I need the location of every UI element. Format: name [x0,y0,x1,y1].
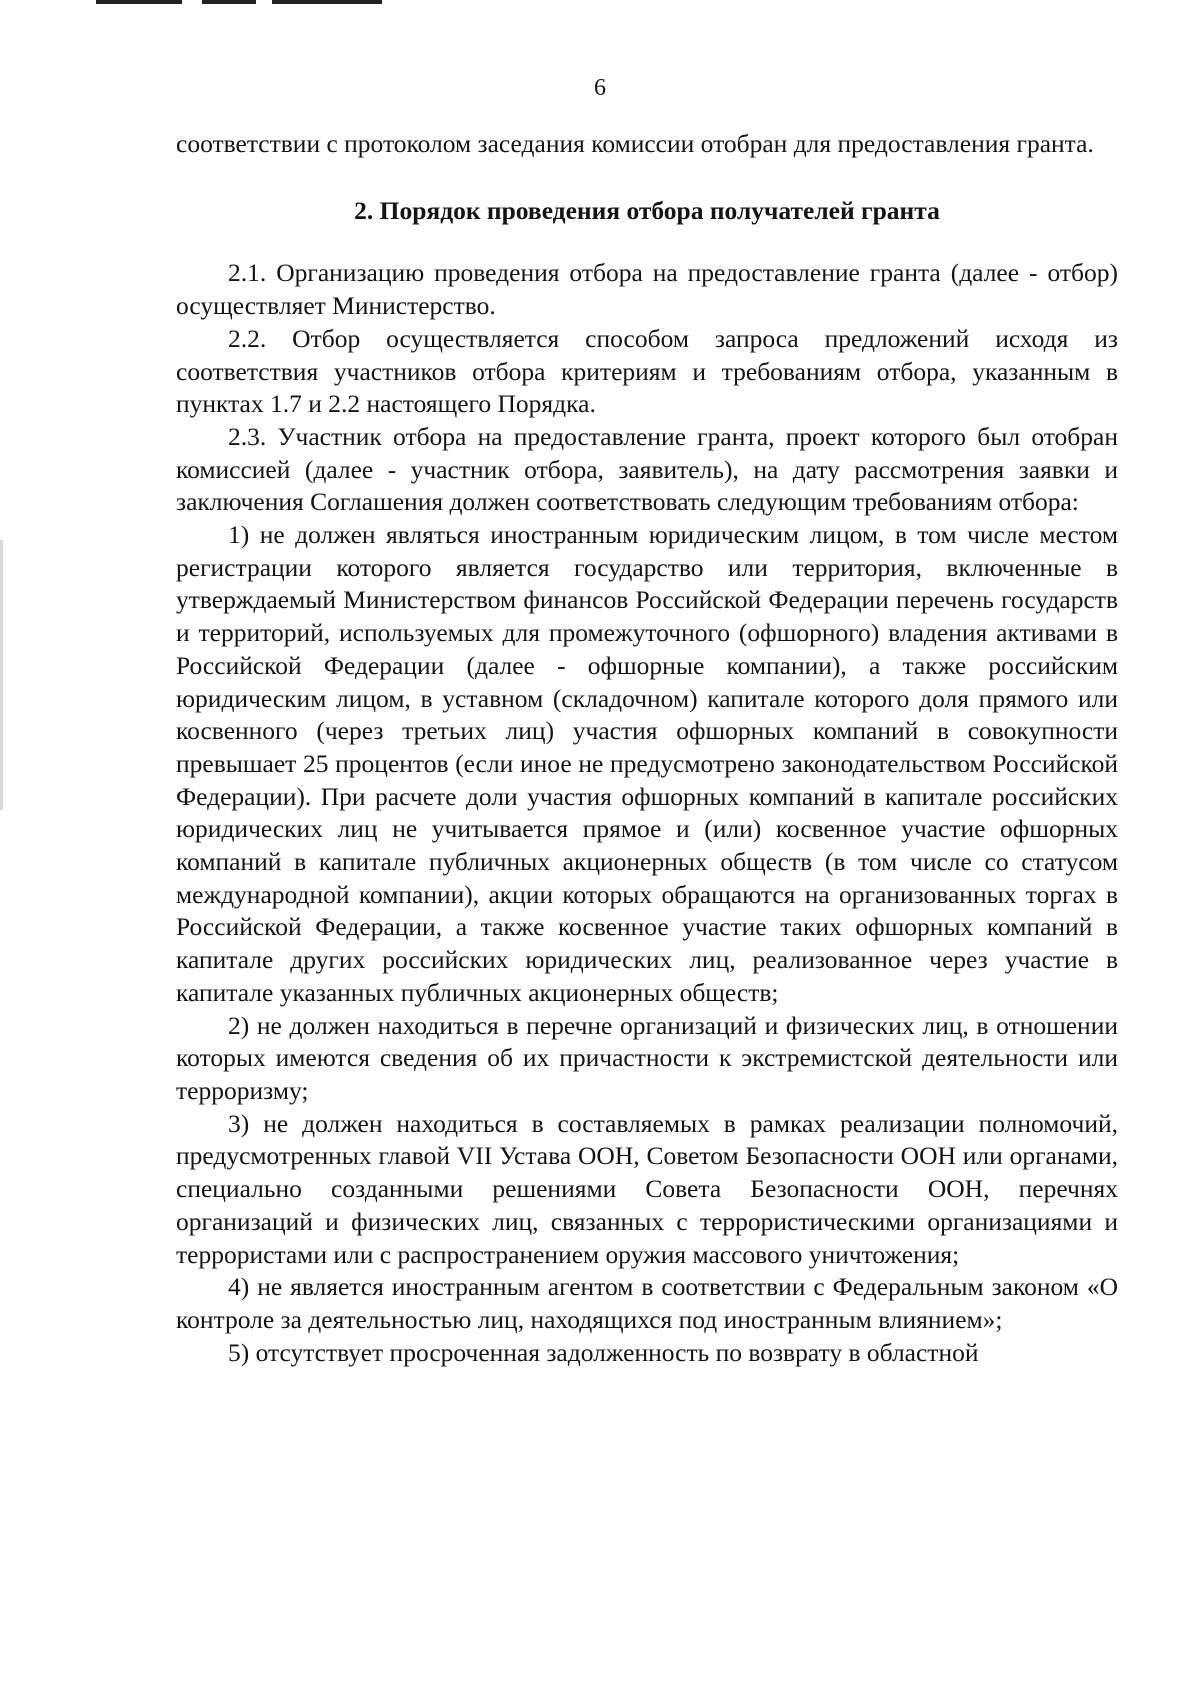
document-body [176,128,1118,1369]
requirement-2: 2) не должен находиться в перечне организаций и физических лиц, в отношении которых имеются сведения об их причастности к экстремистской деятельности или терроризму; [176,1010,1118,1105]
paragraph-2-3: 2.3. Участник отбора на предоставление гранта, проект которого был отобран комиссией (далее - участник отбора, заявитель), на дату рассмотрения заявки и заключения Соглашения должен соответствовать следующим требованиям отбора: [176,421,1118,517]
scan-artifact-mark [96,0,182,4]
requirement-1: 1) не должен являться иностранным юридическим лицом, в том числе местом регистрации которого является государство или территория, включенные в утверждаемый Министерством финансов Российской Федерации перечень государств и территорий, используемых для промежуточного (офшорного) владения активами в Российской Федерации (далее - офшорные компании), а также российским юридическим лицом, в уставном (складочном) капитале которого доля прямого или косвенного (через третьих лиц) участия офшорных компаний в совокупности превышает 25 процентов (если иное не предусмотрено законодательством Российской Федерации). При расчете доли участия офшорных компаний в капитале российских юридических лиц не учитывается прямое и (или) косвенное участие офшорных компаний в капитале публичных акционерных обществ (в том числе со статусом международной компании), акции которых обращаются на организованных торгах в Российской Федерации, а также косвенное участие таких офшорных компаний в капитале других российских юридических лиц, реализованное через участие в капитале указанных публичных акционерных обществ; [176,520,1118,1007]
paragraph-2-2: 2.2. Отбор осуществляется способом запроса предложений исходя из соответствия участников отбора критериям и требованиям отбора, указанным в пунктах 1.7 и 2.2 настоящего Порядка. [176,323,1118,419]
scan-edge-shadow [0,540,3,810]
page-number: 6 [594,75,606,101]
lead-paragraph: соответствии с протоколом заседания комиссии отобран для предоставления гранта. [176,129,1094,158]
requirement-4: 4) не является иностранным агентом в соответствии с Федеральным законом «О контроле за деятельностью лиц, находящихся под иностранным влиянием»; [176,1272,1118,1334]
scan-artifact-mark [202,0,256,4]
section-title: 2. Порядок проведения отбора получателей гранта [354,195,940,225]
requirement-3: 3) не должен находиться в составляемых в рамках реализации полномочий, предусмотренных главой VII Устава ООН, Советом Безопасности ООН или органами, специально созданными решениями Совета Безопасности ООН, перечнях организаций и физических лиц, связанных с террористическими организациями и террористами или с распространением оружия массового уничтожения; [176,1108,1118,1269]
paragraph-2-1: 2.1. Организацию проведения отбора на предоставление гранта (далее - отбор) осуществляет Министерство. [176,258,1118,321]
scan-artifact-mark [272,0,382,4]
requirement-5: 5) отсутствует просроченная задолженность по возврату в областной [228,1337,979,1367]
